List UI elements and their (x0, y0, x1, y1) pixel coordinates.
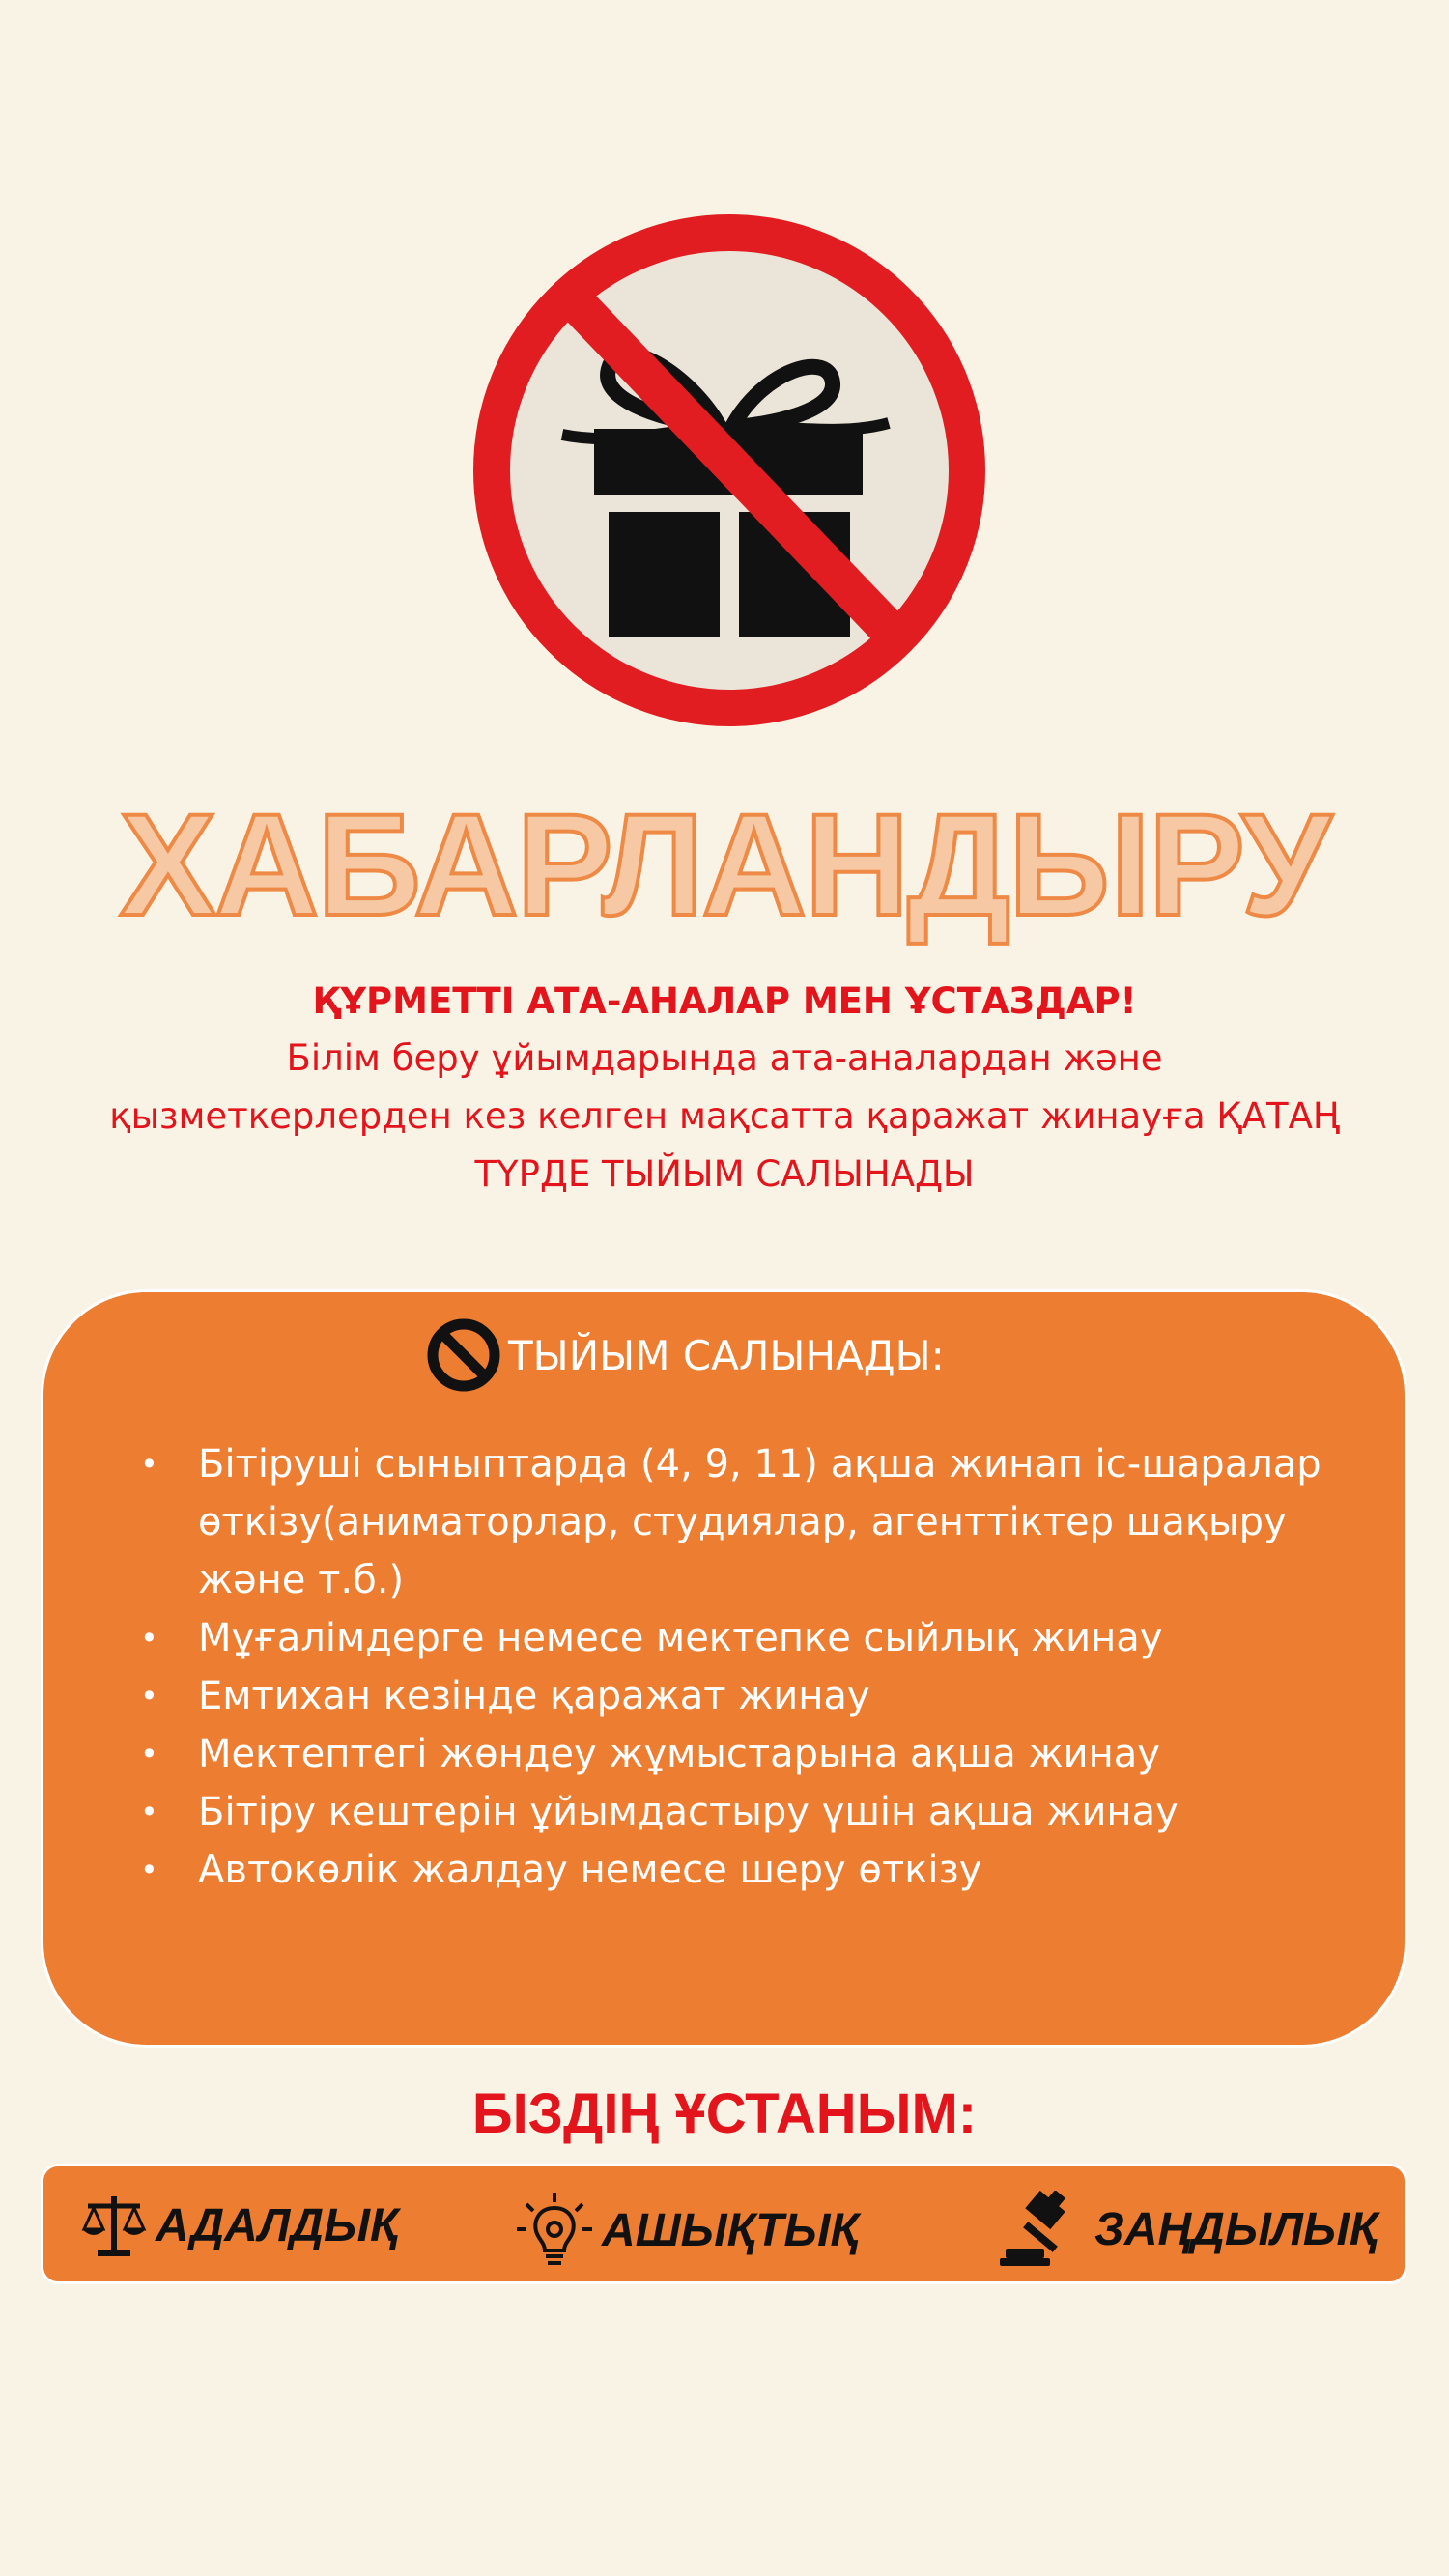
list-item: • Автокөлік жалдау немесе шеру өткізу (140, 1848, 982, 1892)
no-gift-icon (473, 205, 985, 726)
list-item: • Мектептегі жөндеу жұмыстарына ақша жинау (140, 1732, 1160, 1776)
prohibitions-heading (425, 1316, 945, 1394)
principle-transparency: АШЫҚТЫҚ (515, 2191, 859, 2270)
prohibitions-heading-text: ТЫЙЫМ САЛЫНАДЫ: (508, 1331, 945, 1379)
intro-line-3: ТҮРДЕ ТЫЙЫМ САЛЫНАДЫ (474, 1153, 975, 1195)
list-item: • Мұғалімдерге немесе мектепке сыйлық жинау (140, 1616, 1163, 1660)
principles-title: БІЗДІҢ ҰСТАНЫМ: (471, 2082, 978, 2145)
principle-legality: ЗАҢДЫЛЫҚ (1000, 2191, 1378, 2268)
prohibitions-panel (41, 1289, 1407, 2048)
list-item: • Бітіруші сыныптарда (4, 9, 11) ақша жинап іс-шаралар өткізу(аниматорлар, студиялар, агенттіктер шақыру және т.б.) (140, 1442, 1321, 1602)
no-entry-icon (425, 1316, 502, 1394)
intro-text (39, 974, 1410, 1203)
prohibitions-list (101, 1435, 1386, 1899)
intro-line-1: Білім беру ұйымдарында ата-аналардан және (286, 1037, 1163, 1079)
gavel-icon (1000, 2191, 1087, 2268)
lightbulb-icon (515, 2191, 594, 2270)
page-title: ХАБАРЛАНДЫРУ (119, 783, 1330, 946)
list-item: • Емтихан кезінде қаражат жинау (140, 1674, 870, 1718)
principle-honesty: АДАЛДЫҚ (80, 2191, 399, 2260)
intro-line-2: қызметкерлерден кез келген мақсатта қаражат жинауға ҚАТАҢ (109, 1095, 1340, 1137)
list-item: • Бітіру кештерін ұйымдастыру үшін ақша жинау (140, 1790, 1179, 1834)
scales-icon (80, 2191, 148, 2260)
principles-bar (41, 2164, 1407, 2284)
greeting: ҚҰРМЕТТІ АТА-АНАЛАР МЕН ҰСТАЗДАР! (312, 980, 1137, 1022)
